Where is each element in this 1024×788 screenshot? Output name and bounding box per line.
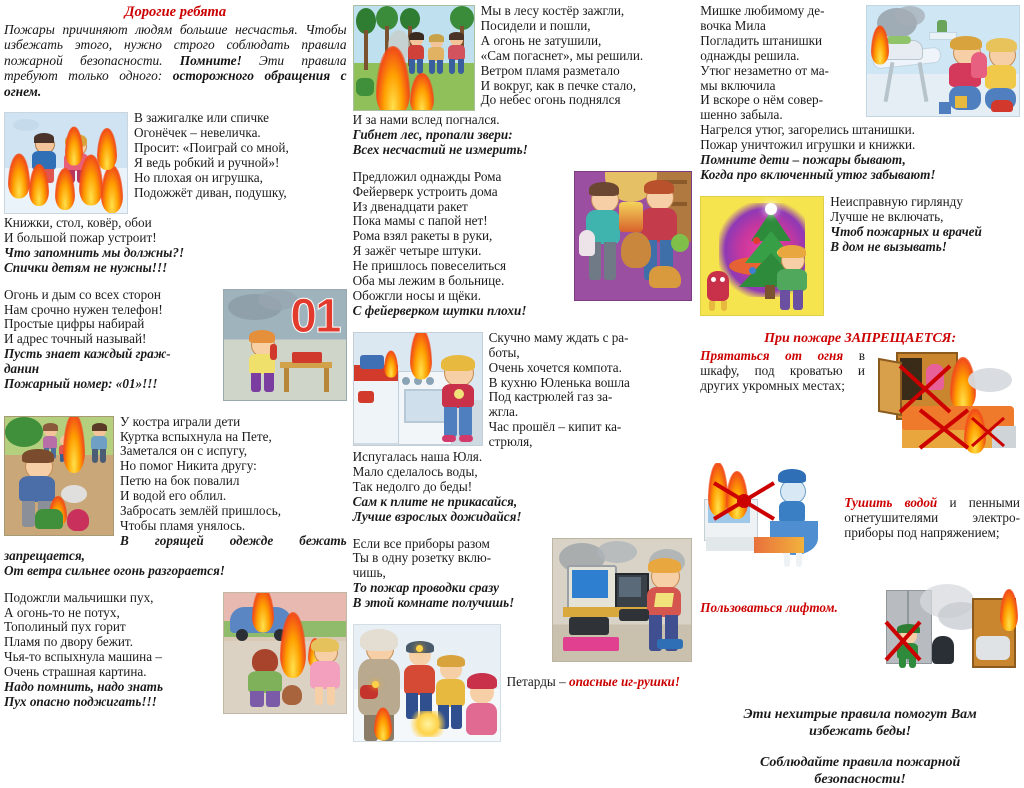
poem-fireworks-line: Не пришлось повеселиться <box>352 258 507 274</box>
poem-stove-red-line: Лучше взрослых дожидайся! <box>352 508 522 524</box>
petards-block <box>353 623 693 744</box>
poem-fluff-line: А огонь-то не потух, <box>4 604 120 620</box>
poem-phone-line: Огонь и дым со всех сторон <box>4 286 161 302</box>
poem-phone-red-line: Пожарный номер: «01»!!! <box>4 376 158 392</box>
intro-block <box>4 4 347 99</box>
poem-iron-line: мы включила <box>700 77 776 93</box>
rule-red-water: Тушить водой <box>844 494 938 510</box>
right-column <box>696 3 1022 787</box>
poem-forest-line: А огонь не затушили, <box>480 32 602 48</box>
poem-fireworks-line: Я зажёг четыре штуки. <box>352 243 482 259</box>
poem-fluff-line: Подожгли мальчишки пух, <box>4 589 154 605</box>
poem-fluff-red-line: Надо помнить, надо знать <box>4 679 163 695</box>
poem-forest-line: «Сам погаснет», мы решили. <box>480 47 644 63</box>
rule-plain-water: и пенными огнетушителями электро-приборы под напряжением; <box>844 494 1020 540</box>
rule-item-elevator <box>700 577 1020 676</box>
intro-remember-bold: Помните! <box>179 52 242 68</box>
poem-garland-block <box>700 195 1020 318</box>
poem-bonfire-block <box>4 415 347 579</box>
poem-bonfire-line: У костра играли дети <box>120 413 241 429</box>
poem-stove-block <box>353 331 693 525</box>
poem-iron-red-line: Помните дети – пожары бывают, <box>700 152 906 168</box>
boys-burning-poplar-fluff-picture <box>223 592 347 714</box>
poem-forest-block <box>353 4 693 158</box>
poem-phone-red-line: Пусть знает каждый граж- <box>4 346 171 362</box>
children-playing-with-fire-picture <box>4 112 128 214</box>
spacer <box>700 680 1020 688</box>
bonfire-jacket-fire-picture <box>4 416 114 536</box>
poem-fireworks-line: Обожгли носы и щёки. <box>352 287 482 303</box>
forbidden-rules-heading: При пожаре ЗАПРЕЩАЕТСЯ: <box>764 330 957 346</box>
poem-stove-red-line: Сам к плите не прикасайся, <box>352 493 518 509</box>
rule-plain-hiding: в шкафу, под кроватью и других укромных местах; <box>700 347 865 393</box>
poem-matches-line: Я ведь робкий и ручной»! <box>134 154 280 170</box>
poem-fireworks-line: Предложил однажды Рома <box>352 168 502 184</box>
poem-matches-line: Подожжёт диван, подушку, <box>134 184 287 200</box>
poem-iron-line: Утюг незаметно от ма- <box>700 62 829 78</box>
burning-christmas-tree-picture <box>700 196 824 316</box>
poem-forest-line: И за нами вслед погнался. <box>352 112 500 127</box>
poem-matches-line: В зажигалке или спичке <box>134 110 270 126</box>
poem-stove-line: Очень хочется компота. <box>488 359 622 375</box>
poem-garland-line: Лучше не включать, <box>830 208 944 224</box>
poem-socket-red-line: То пожар проводки сразу <box>352 580 500 596</box>
poem-fireworks-line: Пока мамы с папой нет! <box>352 213 488 229</box>
poem-iron-line: вочка Мила <box>700 17 766 33</box>
poem-iron-line: Погладить штанишки <box>700 32 823 48</box>
poem-stove-line: стрюля, <box>488 434 533 450</box>
poem-fireworks-line: Фейерверк устроить дома <box>352 183 498 199</box>
poem-iron-line: Мишке любимому де- <box>700 3 825 18</box>
poem-matches-line: Просит: «Поиграй со мной, <box>134 139 289 155</box>
children-with-petards-winter-picture <box>353 624 501 742</box>
poem-bonfire-line: Забросать землёй пришлось, <box>120 503 282 519</box>
emergency-number-01-label: 01 <box>290 289 340 343</box>
poem-bonfire-line: Заметался он с испугу, <box>120 443 247 459</box>
water-on-electric-appliance-forbidden-picture <box>700 463 838 567</box>
cross-out-icon <box>700 463 838 567</box>
poem-matches-line: Но плохая он игрушка, <box>134 169 263 185</box>
poem-bonfire-line: Чтобы пламя унялось. <box>120 518 246 533</box>
poem-forest-line: Посидели и пошли, <box>480 17 591 33</box>
poem-forest-line: До небес огонь поднялся <box>480 92 621 108</box>
spacer <box>700 322 1020 330</box>
poem-fluff-line: Тополиный пух горит <box>4 619 126 635</box>
poem-stove-line: Так недолго до беды! <box>352 478 473 494</box>
petards-caption-red: опасные иг-рушки! <box>568 674 680 690</box>
poem-stove-line: Скучно маму ждать с ра- <box>488 329 629 345</box>
poem-garland-red-line: В дом не вызывать! <box>830 238 947 254</box>
petards-caption-plain: Петарды – <box>506 674 569 690</box>
poem-garland-red-line: Чтоб пожарных и врачей <box>830 223 982 239</box>
poem-fluff-line: Чья-то вспыхнула машина – <box>4 649 162 665</box>
poem-stove-line: Испугалась наша Юля. <box>352 449 483 465</box>
poem-fluff-line: Пламя по двору бежит. <box>4 634 133 650</box>
poem-stove-line: В кухню Юленька вошла <box>488 374 630 390</box>
rule-item-water <box>700 462 1020 569</box>
poem-phone-red-line: данин <box>4 361 40 377</box>
poem-phone-line: Простые цифры набирай <box>4 316 145 332</box>
poem-forest-line: И вокруг, как в печке стало, <box>480 77 637 93</box>
poem-stove-line: Мало сделалось воды, <box>352 463 478 479</box>
poem-matches-line: Огонёчек – невеличка. <box>134 124 261 140</box>
poem-fluff-line: Очень страшная картина. <box>4 664 147 680</box>
poem-socket-red-line: В этой комнате получишь! <box>352 595 515 611</box>
intro-part-2: Эти правила требуют только одного: <box>4 52 347 84</box>
elevator-forbidden-smoke-picture <box>876 578 1020 674</box>
spacer <box>700 740 1020 754</box>
girl-at-burning-stove-picture <box>353 332 483 446</box>
poem-fireworks-line: Рома взял ракеты в руки, <box>352 228 493 244</box>
poem-forest-red-line: Всех несчастий не измерить! <box>352 141 528 157</box>
poem-forest-line: Ветром пламя разметало <box>480 62 620 78</box>
boy-calling-01-picture <box>223 289 347 401</box>
poem-forest-red-line: Гибнет лес, пропали звери: <box>352 126 513 142</box>
closing-line-2: избежать беды! <box>809 723 912 739</box>
poem-fireworks-block <box>353 170 693 319</box>
poem-fluff-block <box>4 591 347 716</box>
poem-iron-red-line: Когда про включенный утюг забывают! <box>700 166 936 182</box>
poem-bonfire-red-line: От ветра сильнее огонь разгорается! <box>4 562 225 578</box>
poem-matches-line: И большой пожар устроит! <box>4 229 157 245</box>
hiding-in-wardrobe-forbidden-picture <box>872 350 1020 454</box>
poem-matches-red-line: Что запомнить мы должны?! <box>4 244 185 260</box>
poem-phone-line: И адрес точный называй! <box>4 331 147 347</box>
poem-stove-line: Под кастрюлей газ за- <box>488 389 613 405</box>
poem-bonfire-line: Петю на бок повалил <box>120 473 240 489</box>
closing-line-1: Эти нехитрые правила помогут Вам <box>743 706 977 722</box>
poem-phone-line: Нам срочно нужен телефон! <box>4 301 163 317</box>
poem-matches-block <box>4 111 347 276</box>
poem-iron-line: шенно забыла. <box>700 107 783 123</box>
forbidden-rules-block <box>700 330 1020 676</box>
boys-with-fireworks-picture <box>574 171 692 301</box>
poem-socket-line: Если все приборы разом <box>352 535 490 551</box>
middle-column <box>351 4 697 721</box>
poem-garland-line: Неисправную гирлянду <box>830 193 963 209</box>
left-column <box>2 4 351 721</box>
poem-bonfire-line: И водой его облил. <box>120 488 227 504</box>
poem-matches-line: Книжки, стол, ковёр, обои <box>4 215 152 231</box>
poem-stove-line: боты, <box>488 344 520 360</box>
intro-part-1: Пожары причиняют людям большие несчастья. Чтобы избежать этого, нужно строго соблюдать правила пожарной безопасности. <box>4 22 347 68</box>
forest-campfire-picture <box>353 5 475 111</box>
closing-block <box>700 706 1020 788</box>
cross-out-icon <box>872 350 1020 454</box>
cross-out-icon <box>876 578 1020 674</box>
poem-forest-line: Мы в лесу костёр зажгли, <box>480 3 625 18</box>
closing-line-3: Соблюдайте правила пожарной <box>759 754 961 770</box>
poem-bonfire-red-line: В горящей одежде бежать запрещается, <box>4 532 347 563</box>
closing-line-4: безопасности! <box>814 771 906 787</box>
page-title: Дорогие ребята <box>124 4 227 20</box>
poem-bonfire-line: Но помог Никита другу: <box>120 458 257 474</box>
rule-red-hiding: Прятаться от огня <box>700 347 844 363</box>
intro-paragraph <box>4 22 347 99</box>
iron-on-board-fire-picture <box>866 5 1020 117</box>
rule-item-hiding <box>700 349 1020 456</box>
poem-fireworks-line: Из двенадцати ракет <box>352 198 468 214</box>
intro-careful-bold: осторожного обращения с огнем. <box>4 68 347 99</box>
poem-socket-block <box>353 537 693 612</box>
poem-matches-red-line: Спички детям не нужны!!! <box>4 259 168 275</box>
poem-iron-line: И вскоре о нём совер- <box>700 92 824 108</box>
poem-fireworks-red-line: С фейерверком шутки плохи! <box>352 302 527 318</box>
poem-bonfire-line: Куртка вспыхнула на Пете, <box>120 428 272 444</box>
poem-phone-block <box>4 288 347 403</box>
poem-iron-block <box>700 4 1020 183</box>
poem-iron-line: однажды решила. <box>700 47 800 63</box>
poem-iron-line: Нагрелся утюг, загорелись штанишки. <box>700 122 915 138</box>
poem-socket-line: чишь, <box>352 565 386 581</box>
poem-fireworks-line: Оба мы лежим в больнице. <box>352 273 505 289</box>
rule-red-elevator: Пользоваться лифтом. <box>700 599 838 615</box>
poem-socket-line: Ты в одну розетку вклю- <box>352 550 492 566</box>
poem-iron-line: Пожар уничтожил игрушки и книжки. <box>700 137 916 153</box>
poem-stove-line: Час прошёл – кипит ка- <box>488 419 622 435</box>
poem-fluff-red-line: Пух опасно поджигать!!! <box>4 693 157 709</box>
poem-stove-line: жгла. <box>488 404 519 420</box>
